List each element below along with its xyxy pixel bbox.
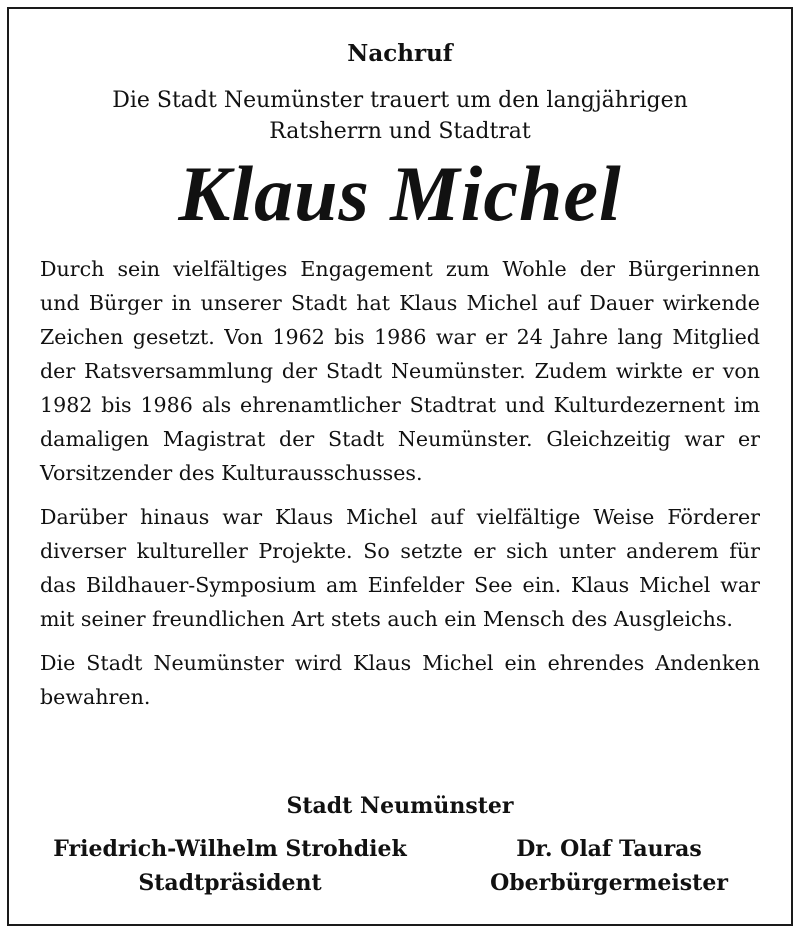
- paragraph-2: Darüber hinaus war Klaus Michel auf vielfältige Weise Förderer diverser kultureller Projekte. So setzte er sich unter anderem für das Bildhauer-Symposium am Einfelder See ein. Klaus Michel war mit seiner freundlichen Art stets auch ein Mensch des Ausgleichs.: [40, 505, 760, 631]
- signatory-title: Oberbürgermeister: [490, 870, 728, 896]
- notice-intro: [9, 85, 791, 147]
- signatory-title: Stadtpräsident: [138, 870, 322, 896]
- intro-line-1: Die Stadt Neumünster trauert um den langjährigen: [112, 88, 688, 113]
- signatory-name: Friedrich-Wilhelm Strohdiek: [53, 836, 407, 862]
- intro-line-2: Ratsherrn und Stadtrat: [269, 119, 531, 144]
- paragraph-3: Die Stadt Neumünster wird Klaus Michel ein ehrendes Andenken bewahren.: [40, 651, 760, 709]
- signature-left: [35, 832, 425, 900]
- notice-heading: Nachruf: [347, 40, 453, 67]
- signatory-name: Dr. Olaf Tauras: [516, 836, 702, 862]
- signature-right: [449, 832, 769, 900]
- paragraph-1: Durch sein vielfältiges Engagement zum Wohle der Bürgerinnen und Bürger in unserer Stadt hat Klaus Michel auf Dauer wirkende Zeichen gesetzt. Von 1962 bis 1986 war er 24 Jahre lang Mitglied der Ratsversammlung der Stadt Neumünster. Zudem wirkte er von 1982 bis 1986 als ehrenamtlicher Stadtrat und Kulturdezernent im damaligen Magistrat der Stadt Neumünster. Gleichzeitig war er Vorsitzender des Kulturausschusses.: [40, 257, 760, 485]
- signature-organization: Stadt Neumünster: [286, 793, 514, 819]
- obituary-notice: [7, 7, 793, 926]
- deceased-name: Klaus Michel: [178, 150, 622, 237]
- notice-body: [40, 252, 760, 724]
